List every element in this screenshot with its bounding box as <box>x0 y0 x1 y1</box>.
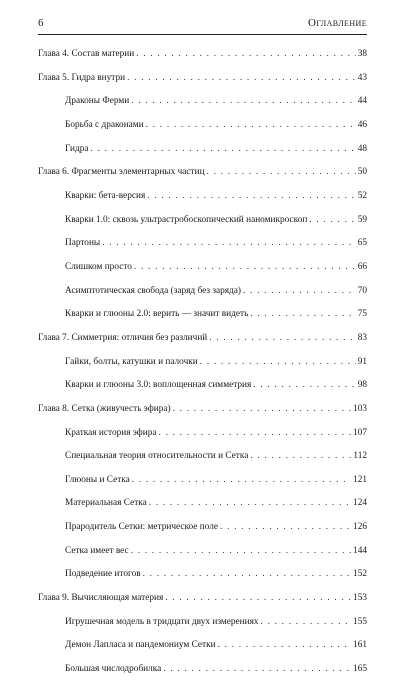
toc-entry-page: 144 <box>353 545 367 556</box>
toc-entry-title: Кварки и глюоны 3.0: воплощенная симметрия <box>65 380 252 391</box>
toc-entry-title: Глава 6. Фрагменты элементарных частиц <box>38 167 205 178</box>
toc-section-entry <box>38 357 367 381</box>
toc-section-entry <box>38 238 367 262</box>
toc-entry-page: 112 <box>353 451 367 462</box>
toc-entry-page: 153 <box>353 593 367 604</box>
toc-entry-page: 165 <box>353 664 367 675</box>
toc-entry-title: Борьба с драконами <box>65 119 144 130</box>
toc-entry-page: 103 <box>353 403 367 414</box>
toc-entry-title: Материальная Сетка <box>65 498 147 509</box>
toc-entry-title: Демон Лапласа и пандемониум Сетки <box>65 640 216 651</box>
running-title: Оглавление <box>308 17 367 29</box>
toc-entry-page: 155 <box>353 616 367 627</box>
toc-entry-page: 75 <box>357 309 367 320</box>
toc-entry-page: 38 <box>357 49 367 59</box>
toc-leader-dots <box>250 451 351 461</box>
toc-leader-dots <box>218 640 351 650</box>
toc-leader-dots <box>131 96 356 106</box>
toc-leader-dots <box>127 73 356 83</box>
toc-entry-title: Гидра <box>65 143 89 154</box>
toc-section-entry <box>38 96 367 120</box>
toc-leader-dots <box>131 546 351 556</box>
toc-entry-page: 70 <box>357 285 367 296</box>
toc-leader-dots <box>146 120 356 130</box>
toc-leader-dots <box>243 286 356 296</box>
toc-leader-dots <box>147 191 355 201</box>
toc-leader-dots <box>309 215 355 225</box>
toc-section-entry <box>38 191 367 215</box>
toc-leader-dots <box>102 238 356 248</box>
toc-chapter-entry <box>38 167 367 191</box>
toc-section-entry <box>38 475 367 499</box>
toc-leader-dots <box>132 475 351 485</box>
toc-entry-page: 43 <box>357 72 367 83</box>
toc-section-entry <box>38 144 367 168</box>
toc-entry-page: 121 <box>353 474 367 485</box>
toc-section-entry <box>38 617 367 641</box>
toc-section-entry <box>38 546 367 570</box>
toc-leader-dots <box>200 357 356 367</box>
toc-section-entry <box>38 380 367 404</box>
toc-entry-title: Глава 8. Сетка (живучесть эфира) <box>38 403 171 414</box>
toc-entry-title: Игрушечная модель в тридцати двух измерениях <box>65 616 259 627</box>
toc-entry-page: 50 <box>357 167 367 178</box>
toc-entry-title: Краткая история эфира <box>65 427 157 438</box>
toc-leader-dots <box>163 664 351 674</box>
toc-section-entry <box>38 569 367 593</box>
toc-leader-dots <box>207 167 356 177</box>
toc-entry-page: 59 <box>357 214 367 225</box>
toc-section-entry <box>38 640 367 664</box>
toc-entry-page: 66 <box>357 261 367 272</box>
toc-entry-page: 152 <box>353 569 367 580</box>
toc-entry-page: 161 <box>353 640 367 651</box>
toc-section-entry <box>38 215 367 239</box>
toc-leader-dots <box>209 333 355 343</box>
toc-section-entry <box>38 451 367 475</box>
toc-section-entry <box>38 120 367 144</box>
toc-chapter-entry <box>38 593 367 617</box>
toc-leader-dots <box>220 522 351 532</box>
toc-entry-page: 52 <box>357 190 367 201</box>
toc-entry-title: Слишком просто <box>65 261 132 272</box>
toc-leader-dots <box>165 593 351 603</box>
toc-leader-dots <box>159 428 352 438</box>
toc-entry-title: Специальная теория относительности и Сетка <box>65 451 249 462</box>
toc-entry-title: Прародитель Сетки: метрическое поле <box>65 522 219 533</box>
page-number: 6 <box>38 17 44 29</box>
running-header <box>38 14 367 35</box>
toc-entry-title: Кварки 1.0: сквозь ультрастробоскопический наномикроскоп <box>65 214 308 225</box>
toc-entry-title: Глюоны и Сетка <box>65 474 130 485</box>
toc-section-entry <box>38 664 367 688</box>
toc-chapter-entry <box>38 333 367 357</box>
toc-chapter-entry <box>38 404 367 428</box>
toc-leader-dots <box>134 262 356 272</box>
toc-section-entry <box>38 498 367 522</box>
toc-entry-title: Большая числодробилка <box>65 664 162 675</box>
toc-section-entry <box>38 522 367 546</box>
toc-section-entry <box>38 262 367 286</box>
toc-entry-page: 44 <box>357 96 367 107</box>
toc-leader-dots <box>149 498 351 508</box>
toc-entry-page: 107 <box>353 427 367 438</box>
toc-entry-title: Сетка имеет вес <box>65 545 129 556</box>
toc-leader-dots <box>143 569 351 579</box>
toc-entry-title: Кварки и глюоны 2.0: верить — значит видеть <box>65 309 249 320</box>
toc-entry-page: 98 <box>357 380 367 391</box>
toc-entry-page: 46 <box>357 119 367 130</box>
toc-leader-dots <box>91 144 356 154</box>
toc-entry-title: Гайки, болты, катушки и палочки <box>65 356 198 367</box>
toc-entry-page: 91 <box>357 356 367 367</box>
toc-entry-title: Драконы Ферми <box>65 96 130 107</box>
toc-entry-title: Глава 4. Состав материи <box>38 49 135 59</box>
toc-leader-dots <box>136 49 356 59</box>
toc-entry-title: Партоны <box>65 238 101 249</box>
toc-entry-title: Кварки: бета-версия <box>65 190 146 201</box>
toc-leader-dots <box>261 617 352 627</box>
toc-section-entry <box>38 309 367 333</box>
toc-entry-page: 48 <box>357 143 367 154</box>
toc-leader-dots <box>173 404 351 414</box>
toc-entry-title: Подведение итогов <box>65 569 141 580</box>
toc-entry-page: 83 <box>357 332 367 343</box>
toc-entry-page: 126 <box>353 522 367 533</box>
toc-chapter-entry <box>38 73 367 97</box>
toc-entry-title: Глава 7. Симметрия: отличия без различий <box>38 332 208 343</box>
toc-chapter-entry <box>38 49 367 73</box>
toc-leader-dots <box>253 380 355 390</box>
table-of-contents <box>38 49 367 688</box>
toc-entry-title: Глава 5. Гидра внутри <box>38 72 126 83</box>
toc-section-entry <box>38 286 367 310</box>
toc-entry-title: Глава 9. Вычисляющая материя <box>38 593 164 604</box>
toc-entry-page: 65 <box>357 238 367 249</box>
toc-leader-dots <box>250 309 355 319</box>
toc-section-entry <box>38 428 367 452</box>
toc-entry-title: Асимптотическая свобода (заряд без заряда) <box>65 285 241 296</box>
toc-entry-page: 124 <box>353 498 367 509</box>
